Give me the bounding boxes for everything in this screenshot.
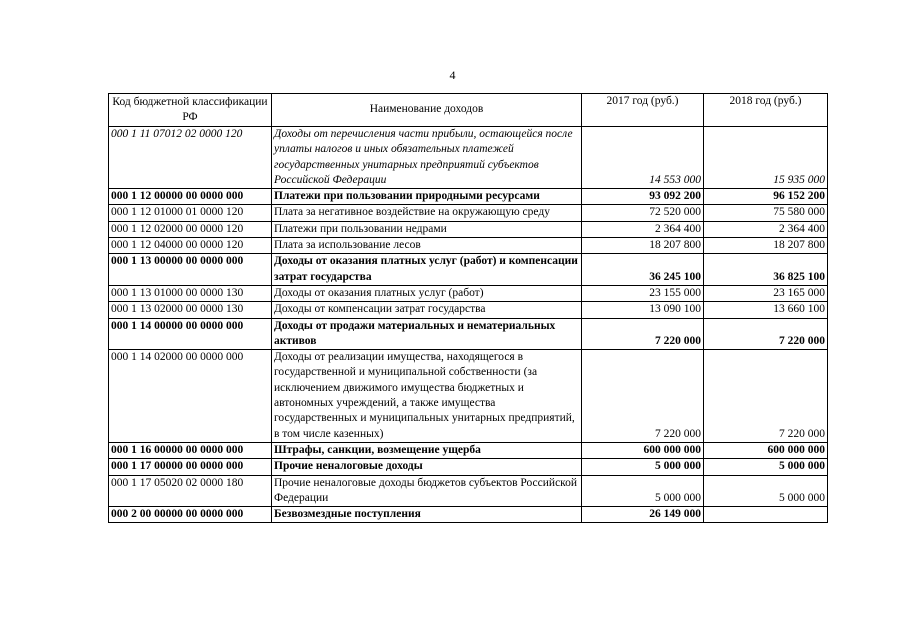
- row-name: Платежи при пользовании природными ресурсами: [272, 189, 582, 205]
- row-value-2018: 7 220 000: [704, 350, 828, 443]
- row-code: 000 1 17 05020 02 0000 180: [109, 475, 272, 507]
- table-header-row: [109, 94, 828, 127]
- revenue-table: [108, 93, 828, 523]
- row-code: 000 1 13 00000 00 0000 000: [109, 254, 272, 286]
- row-name: Прочие неналоговые доходы: [272, 459, 582, 475]
- page-number: 4: [449, 68, 456, 82]
- row-value-2017: 36 245 100: [582, 254, 704, 286]
- row-name: Плата за негативное воздействие на окружающую среду: [272, 205, 582, 221]
- row-value-2017: 600 000 000: [582, 442, 704, 458]
- row-value-2017: 5 000 000: [582, 459, 704, 475]
- row-name: Платежи при пользовании недрами: [272, 221, 582, 237]
- row-code: 000 1 12 02000 00 0000 120: [109, 221, 272, 237]
- table-row: [109, 127, 828, 189]
- row-value-2018: 15 935 000: [704, 127, 828, 189]
- row-code: 000 1 17 00000 00 0000 000: [109, 459, 272, 475]
- row-code: 000 1 14 00000 00 0000 000: [109, 318, 272, 350]
- table-row: [109, 507, 828, 523]
- row-name: Доходы от реализации имущества, находящегося в государственной и муниципальной собственности (за исключением движимого имущества бюджетных и автономных учреждений, а также имущества государственных и муниципальных унитарных предприятий, в том числе казенных): [272, 350, 582, 443]
- row-value-2018: 96 152 200: [704, 189, 828, 205]
- table-row: [109, 442, 828, 458]
- table-row: [109, 238, 828, 254]
- table-row: [109, 254, 828, 286]
- row-value-2017: 72 520 000: [582, 205, 704, 221]
- row-value-2018: 600 000 000: [704, 442, 828, 458]
- table-row: [109, 221, 828, 237]
- table-row: [109, 350, 828, 443]
- row-name: Безвозмездные поступления: [272, 507, 582, 523]
- header-revenue-name: Наименование доходов: [272, 94, 582, 127]
- row-value-2017: 23 155 000: [582, 285, 704, 301]
- header-year-2017: 2017 год (руб.): [582, 94, 704, 127]
- row-name: Плата за использование лесов: [272, 238, 582, 254]
- row-value-2018: [704, 507, 828, 523]
- row-value-2017: 26 149 000: [582, 507, 704, 523]
- row-name: Доходы от продажи материальных и нематериальных активов: [272, 318, 582, 350]
- row-code: 000 1 12 00000 00 0000 000: [109, 189, 272, 205]
- row-value-2017: 2 364 400: [582, 221, 704, 237]
- row-value-2017: 18 207 800: [582, 238, 704, 254]
- header-year-2018: 2018 год (руб.): [704, 94, 828, 127]
- table-row: [109, 318, 828, 350]
- row-value-2017: 93 092 200: [582, 189, 704, 205]
- table-row: [109, 189, 828, 205]
- row-value-2018: 36 825 100: [704, 254, 828, 286]
- row-value-2018: 75 580 000: [704, 205, 828, 221]
- row-code: 000 2 00 00000 00 0000 000: [109, 507, 272, 523]
- row-code: 000 1 14 02000 00 0000 000: [109, 350, 272, 443]
- row-name: Доходы от перечисления части прибыли, остающейся после уплаты налогов и иных обязательных платежей государственных унитарных предприятий субъектов Российской Федерации: [272, 127, 582, 189]
- row-value-2018: 5 000 000: [704, 475, 828, 507]
- row-code: 000 1 13 02000 00 0000 130: [109, 302, 272, 318]
- row-value-2017: 7 220 000: [582, 350, 704, 443]
- row-value-2018: 5 000 000: [704, 459, 828, 475]
- header-budget-code: Код бюджетной классификации РФ: [109, 94, 272, 127]
- row-value-2017: 5 000 000: [582, 475, 704, 507]
- row-code: 000 1 12 01000 01 0000 120: [109, 205, 272, 221]
- row-code: 000 1 12 04000 00 0000 120: [109, 238, 272, 254]
- table-row: [109, 459, 828, 475]
- table-row: [109, 302, 828, 318]
- row-value-2018: 23 165 000: [704, 285, 828, 301]
- row-name: Штрафы, санкции, возмещение ущерба: [272, 442, 582, 458]
- row-value-2018: 7 220 000: [704, 318, 828, 350]
- row-value-2018: 18 207 800: [704, 238, 828, 254]
- table-row: [109, 205, 828, 221]
- table-row: [109, 475, 828, 507]
- row-code: 000 1 13 01000 00 0000 130: [109, 285, 272, 301]
- row-value-2017: 7 220 000: [582, 318, 704, 350]
- row-value-2017: 13 090 100: [582, 302, 704, 318]
- table-row: [109, 285, 828, 301]
- row-name: Доходы от оказания платных услуг (работ): [272, 285, 582, 301]
- row-name: Прочие неналоговые доходы бюджетов субъектов Российской Федерации: [272, 475, 582, 507]
- row-value-2018: 2 364 400: [704, 221, 828, 237]
- row-code: 000 1 11 07012 02 0000 120: [109, 127, 272, 189]
- row-code: 000 1 16 00000 00 0000 000: [109, 442, 272, 458]
- row-name: Доходы от оказания платных услуг (работ) и компенсации затрат государства: [272, 254, 582, 286]
- row-value-2017: 14 553 000: [582, 127, 704, 189]
- row-value-2018: 13 660 100: [704, 302, 828, 318]
- row-name: Доходы от компенсации затрат государства: [272, 302, 582, 318]
